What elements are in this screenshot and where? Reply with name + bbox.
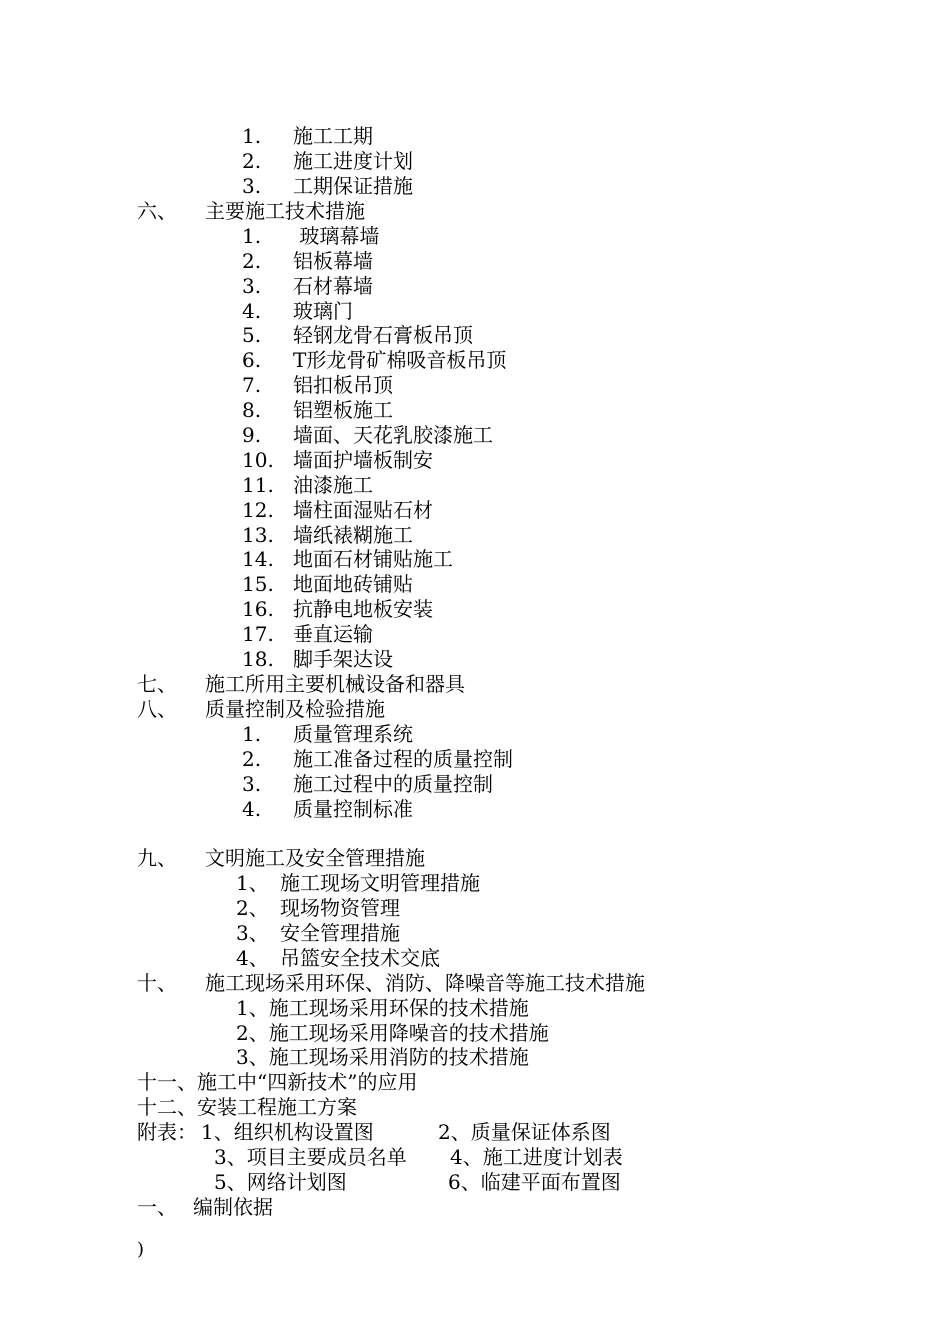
list-item-number: 1、 xyxy=(236,871,269,895)
list-item-number: 7. xyxy=(242,373,262,397)
list-item-text: 铝塑板施工 xyxy=(293,398,393,422)
list-item-number: 9. xyxy=(242,423,262,447)
stray-mark: ) xyxy=(137,1239,145,1260)
section-number: 九、 xyxy=(137,846,177,870)
list-item-text: 2、施工现场采用降噪音的技术措施 xyxy=(236,1021,549,1045)
list-item-text: 施工现场文明管理措施 xyxy=(280,871,480,895)
list-item-text: 垂直运输 xyxy=(293,622,373,646)
list-item-text: 地面地砖铺贴 xyxy=(293,572,413,596)
appendix-item: 4、施工进度计划表 xyxy=(450,1145,623,1169)
list-item-number: 10. xyxy=(242,448,274,472)
section-number: 十、 xyxy=(137,971,177,995)
list-item-number: 13. xyxy=(242,523,274,547)
list-item-number: 3. xyxy=(242,772,262,796)
list-item-number: 2. xyxy=(242,249,262,273)
section-title: 质量控制及检验措施 xyxy=(205,697,385,721)
list-item-text: 工期保证措施 xyxy=(293,174,413,198)
list-item-text: 墙面护墙板制安 xyxy=(293,448,433,472)
list-item-text: 墙柱面湿贴石材 xyxy=(293,498,433,522)
section-number: 一、 xyxy=(137,1195,177,1219)
list-item-number: 17. xyxy=(242,622,274,646)
section-title: 主要施工技术措施 xyxy=(205,199,365,223)
list-item-text: T形龙骨矿棉吸音板吊顶 xyxy=(293,348,507,372)
list-item-text: 铝板幕墙 xyxy=(293,249,373,273)
list-item-number: 14. xyxy=(242,547,274,571)
list-item-number: 1. xyxy=(242,124,262,148)
list-item-text: 3、施工现场采用消防的技术措施 xyxy=(236,1045,529,1069)
list-item-number: 4. xyxy=(242,299,262,323)
list-item-text: 抗静电地板安装 xyxy=(293,597,433,621)
list-item-number: 3. xyxy=(242,274,262,298)
list-item-text: 脚手架达设 xyxy=(293,647,393,671)
list-item-number: 2. xyxy=(242,747,262,771)
list-item-text: 墙纸裱糊施工 xyxy=(293,523,413,547)
list-item-number: 2. xyxy=(242,149,262,173)
list-item-number: 16. xyxy=(242,597,274,621)
list-item-number: 3. xyxy=(242,174,262,198)
appendix-item: 2、质量保证体系图 xyxy=(438,1120,611,1144)
list-item-number: 11. xyxy=(242,473,274,497)
list-item-text: 安全管理措施 xyxy=(280,921,400,945)
list-item-text: 地面石材铺贴施工 xyxy=(293,547,453,571)
list-item-text: 铝扣板吊顶 xyxy=(293,373,393,397)
list-item-number: 4. xyxy=(242,797,262,821)
list-item-text: 石材幕墙 xyxy=(293,274,373,298)
list-item-text: 轻钢龙骨石膏板吊顶 xyxy=(293,323,473,347)
list-item-text: 油漆施工 xyxy=(293,473,373,497)
list-item-number: 15. xyxy=(242,572,274,596)
appendix-item: 3、项目主要成员名单 xyxy=(214,1145,407,1169)
section-heading: 十一、施工中“四新技术”的应用 xyxy=(137,1070,418,1094)
list-item-number: 6. xyxy=(242,348,262,372)
list-item-number: 18. xyxy=(242,647,274,671)
list-item-text: 质量管理系统 xyxy=(293,722,413,746)
list-item-text: 吊篮安全技术交底 xyxy=(280,946,440,970)
list-item-text: 玻璃门 xyxy=(293,299,353,323)
section-title: 施工所用主要机械设备和器具 xyxy=(205,672,465,696)
list-item-number: 4、 xyxy=(236,946,269,970)
list-item-text: 质量控制标准 xyxy=(293,797,413,821)
list-item-text: 施工工期 xyxy=(293,124,373,148)
section-number: 八、 xyxy=(137,697,177,721)
list-item-number: 1. xyxy=(242,722,262,746)
section-title: 文明施工及安全管理措施 xyxy=(205,846,425,870)
section-title: 施工现场采用环保、消防、降噪音等施工技术措施 xyxy=(205,971,645,995)
appendix-label: 附表： xyxy=(137,1120,197,1144)
list-item-text: 墙面、天花乳胶漆施工 xyxy=(293,423,493,447)
list-item-number: 5. xyxy=(242,323,262,347)
list-item-text: 施工准备过程的质量控制 xyxy=(293,747,513,771)
list-item-number: 3、 xyxy=(236,921,269,945)
appendix-item: 1、组织机构设置图 xyxy=(201,1120,374,1144)
section-number: 六、 xyxy=(137,199,177,223)
list-item-text: 施工过程中的质量控制 xyxy=(293,772,493,796)
appendix-item: 5、网络计划图 xyxy=(214,1170,347,1194)
section-number: 七、 xyxy=(137,672,177,696)
list-item-number: 1. xyxy=(242,224,262,248)
list-item-number: 8. xyxy=(242,398,262,422)
section-title: 编制依据 xyxy=(193,1195,273,1219)
list-item-number: 12. xyxy=(242,498,274,522)
list-item-text: 施工进度计划 xyxy=(293,149,413,173)
list-item-text: 1、施工现场采用环保的技术措施 xyxy=(236,996,529,1020)
appendix-item: 6、临建平面布置图 xyxy=(448,1170,621,1194)
list-item-text: 现场物资管理 xyxy=(280,896,400,920)
list-item-number: 2、 xyxy=(236,896,269,920)
list-item-text: 玻璃幕墙 xyxy=(293,224,380,248)
section-heading: 十二、安装工程施工方案 xyxy=(137,1095,357,1119)
